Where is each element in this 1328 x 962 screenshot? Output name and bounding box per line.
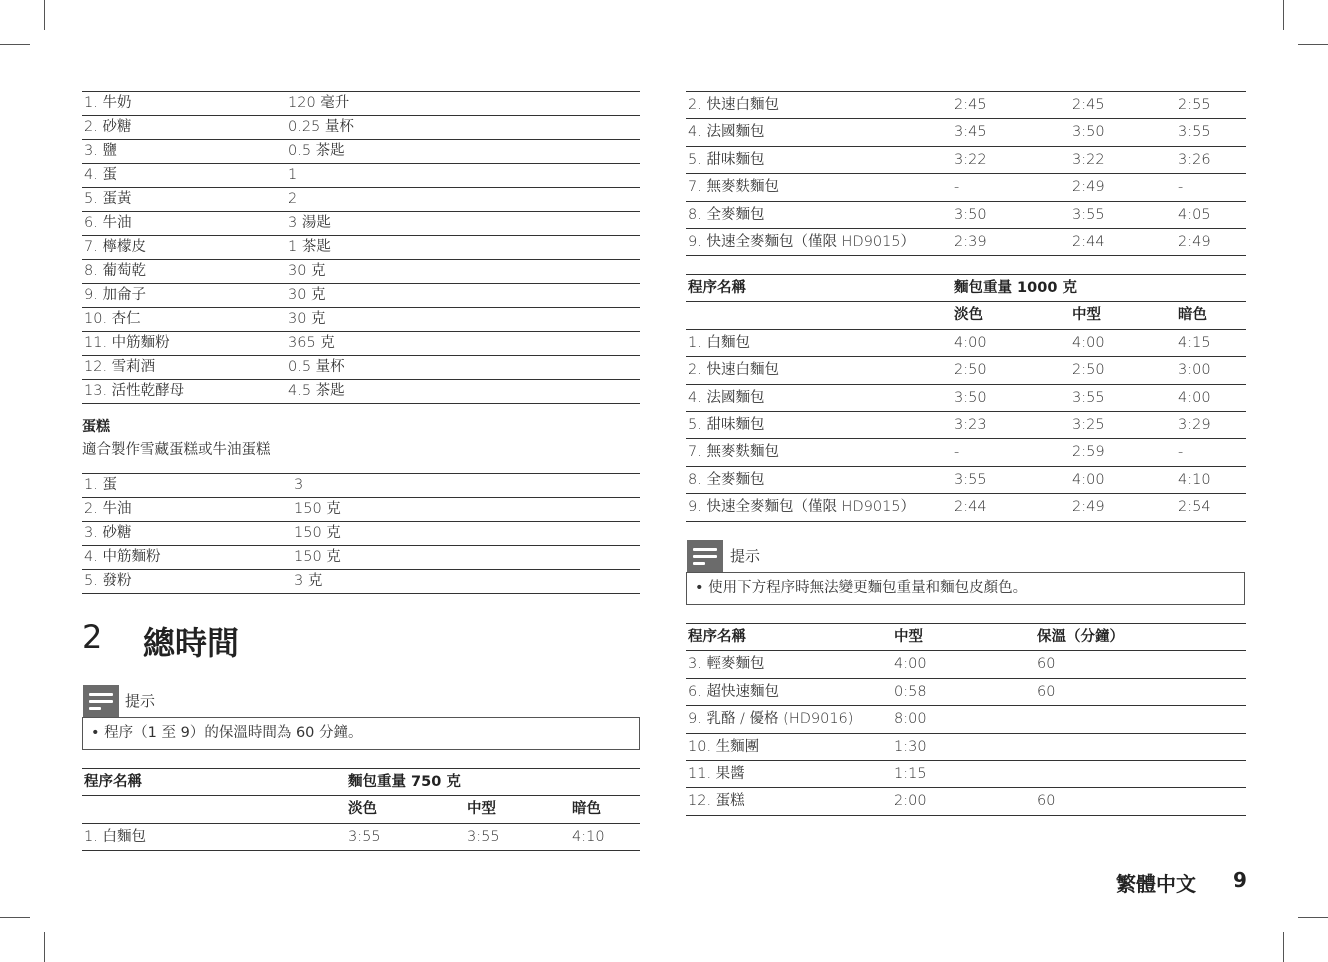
- time-medium: 8:00: [892, 706, 1035, 733]
- cake-table: [82, 473, 640, 594]
- table-row: [82, 236, 640, 260]
- time-dark: 2:55: [1176, 92, 1246, 119]
- crop-mark: [1298, 917, 1328, 918]
- crop-mark: [44, 0, 45, 30]
- header-light: 淡色: [952, 302, 1070, 329]
- table-row: [686, 201, 1246, 228]
- table-row: [82, 308, 640, 332]
- time-medium: 0:58: [892, 678, 1035, 705]
- ingredient-name: 2. 牛油: [82, 498, 292, 522]
- program-name: 7. 無麥麩麵包: [686, 439, 952, 466]
- ingredient-qty: 0.25 量杯: [286, 116, 640, 140]
- table-row: [686, 439, 1246, 466]
- crop-mark: [0, 917, 30, 918]
- time-medium: 3:55: [1070, 384, 1176, 411]
- keep-warm-minutes: 60: [1035, 678, 1246, 705]
- time-light: -: [952, 439, 1070, 466]
- table-row: [82, 92, 640, 116]
- ingredient-name: 9. 加侖子: [82, 284, 286, 308]
- time-medium: 3:25: [1070, 412, 1176, 439]
- time-dark: 2:49: [1176, 229, 1246, 256]
- time-light: 3:55: [952, 466, 1070, 493]
- ingredient-name: 1. 牛奶: [82, 92, 286, 116]
- note-icon: [687, 540, 723, 572]
- table-row: [82, 188, 640, 212]
- cake-section-subtitle: 適合製作雪藏蛋糕或牛油蛋糕: [82, 442, 271, 458]
- chapter-number: 2: [82, 618, 103, 656]
- header-weight: 麵包重量 1000 克: [952, 275, 1246, 302]
- table-1000g: [686, 274, 1246, 522]
- program-name: 5. 甜味麵包: [686, 146, 952, 173]
- header-program: 程序名稱: [686, 275, 952, 302]
- time-light: -: [952, 174, 1070, 201]
- table-row: [686, 466, 1246, 493]
- ingredient-qty: 365 克: [286, 332, 640, 356]
- time-light: 2:45: [952, 92, 1070, 119]
- ingredient-name: 10. 杏仁: [82, 308, 286, 332]
- note-label: 提示: [730, 547, 761, 565]
- page-number: 9: [1233, 868, 1247, 892]
- program-name: 5. 甜味麵包: [686, 412, 952, 439]
- ingredient-name: 2. 砂糖: [82, 116, 286, 140]
- program-name: 8. 全麥麵包: [686, 466, 952, 493]
- time-light: 3:23: [952, 412, 1070, 439]
- ingredient-qty: 0.5 量杯: [286, 356, 640, 380]
- table-subheader-row: [686, 302, 1246, 329]
- table-row: [686, 92, 1246, 119]
- crop-mark: [1283, 932, 1284, 962]
- note-box: • 程序（1 至 9）的保溫時間為 60 分鐘。: [82, 717, 640, 750]
- note-icon: [83, 685, 119, 717]
- table-750g: [82, 768, 640, 851]
- table-header-row: [686, 275, 1246, 302]
- time-medium: 2:59: [1070, 439, 1176, 466]
- program-name: 9. 乳酪 / 優格 (HD9016): [686, 706, 892, 733]
- program-name: 8. 全麥麵包: [686, 201, 952, 228]
- ingredient-name: 5. 蛋黃: [82, 188, 286, 212]
- time-dark: -: [1176, 174, 1246, 201]
- table-row: [82, 522, 640, 546]
- table-row: [686, 329, 1246, 356]
- note-label: 提示: [125, 692, 156, 710]
- program-name: 12. 蛋糕: [686, 788, 892, 815]
- table-row: [82, 498, 640, 522]
- time-dark: 4:10: [570, 823, 640, 850]
- table-row: [82, 284, 640, 308]
- header-dark: 暗色: [570, 796, 640, 823]
- ingredient-name: 11. 中筋麵粉: [82, 332, 286, 356]
- ingredient-qty: 150 克: [292, 498, 640, 522]
- time-light: 3:45: [952, 119, 1070, 146]
- table-row: [82, 356, 640, 380]
- header-keep-warm: 保溫（分鐘）: [1035, 624, 1246, 651]
- table-row: [686, 678, 1246, 705]
- time-medium: 2:50: [1070, 357, 1176, 384]
- ingredient-name: 1. 蛋: [82, 474, 292, 498]
- program-name: 10. 生麵團: [686, 733, 892, 760]
- table-row: [82, 164, 640, 188]
- time-dark: 4:00: [1176, 384, 1246, 411]
- time-dark: 3:29: [1176, 412, 1246, 439]
- time-light: 2:44: [952, 494, 1070, 521]
- ingredient-name: 4. 中筋麵粉: [82, 546, 292, 570]
- time-medium: 4:00: [1070, 329, 1176, 356]
- ingredient-qty: 150 克: [292, 522, 640, 546]
- program-name: 6. 超快速麵包: [686, 678, 892, 705]
- time-dark: 4:15: [1176, 329, 1246, 356]
- program-name: 4. 法國麵包: [686, 384, 952, 411]
- program-name: 2. 快速白麵包: [686, 92, 952, 119]
- ingredient-name: 13. 活性乾酵母: [82, 380, 286, 404]
- ingredient-qty: 30 克: [286, 260, 640, 284]
- ingredient-name: 6. 牛油: [82, 212, 286, 236]
- time-medium: 2:49: [1070, 174, 1176, 201]
- time-medium: 2:44: [1070, 229, 1176, 256]
- table-row: [686, 229, 1246, 256]
- crop-mark: [0, 44, 30, 45]
- ingredient-qty: 4.5 茶匙: [286, 380, 640, 404]
- ingredient-name: 5. 發粉: [82, 570, 292, 594]
- program-name: 3. 輕麥麵包: [686, 651, 892, 678]
- table-row: [686, 761, 1246, 788]
- time-dark: -: [1176, 439, 1246, 466]
- time-light: 3:55: [346, 823, 465, 850]
- ingredient-qty: 30 克: [286, 308, 640, 332]
- table-row: [686, 174, 1246, 201]
- table-row: [82, 570, 640, 594]
- header-medium: 中型: [892, 624, 1035, 651]
- ingredient-qty: 120 毫升: [286, 92, 640, 116]
- time-dark: 4:10: [1176, 466, 1246, 493]
- header-program: 程序名稱: [686, 624, 892, 651]
- ingredient-name: 3. 鹽: [82, 140, 286, 164]
- table-header-row: [686, 624, 1246, 651]
- cake-section-title: 蛋糕: [82, 419, 110, 435]
- time-light: 3:50: [952, 201, 1070, 228]
- program-name: 7. 無麥麩麵包: [686, 174, 952, 201]
- program-name: 1. 白麵包: [686, 329, 952, 356]
- time-medium: 2:45: [1070, 92, 1176, 119]
- table-header-row: [82, 769, 640, 796]
- table-row: [686, 412, 1246, 439]
- table-row: [82, 212, 640, 236]
- ingredient-qty: 30 克: [286, 284, 640, 308]
- table-other-programs: [686, 623, 1246, 816]
- table-row: [82, 260, 640, 284]
- table-row: [82, 116, 640, 140]
- time-dark: 3:55: [1176, 119, 1246, 146]
- time-light: 2:50: [952, 357, 1070, 384]
- ingredients-table: [82, 91, 640, 404]
- program-name: 11. 果醬: [686, 761, 892, 788]
- table-row: [686, 384, 1246, 411]
- table-row: [82, 546, 640, 570]
- program-name: 9. 快速全麥麵包（僅限 HD9015）: [686, 229, 952, 256]
- time-medium: 1:30: [892, 733, 1035, 760]
- time-medium: 1:15: [892, 761, 1035, 788]
- header-weight: 麵包重量 750 克: [346, 769, 640, 796]
- keep-warm-minutes: [1035, 706, 1246, 733]
- ingredient-qty: 0.5 茶匙: [286, 140, 640, 164]
- time-medium: 3:22: [1070, 146, 1176, 173]
- ingredient-name: 7. 檸檬皮: [82, 236, 286, 260]
- program-name: 1. 白麵包: [82, 823, 346, 850]
- program-name: 4. 法國麵包: [686, 119, 952, 146]
- header-medium: 中型: [465, 796, 570, 823]
- time-medium: 3:50: [1070, 119, 1176, 146]
- time-dark: 4:05: [1176, 201, 1246, 228]
- ingredient-qty: 150 克: [292, 546, 640, 570]
- header-dark: 暗色: [1176, 302, 1246, 329]
- time-medium: 3:55: [1070, 201, 1176, 228]
- program-name: 2. 快速白麵包: [686, 357, 952, 384]
- time-dark: 2:54: [1176, 494, 1246, 521]
- ingredient-name: 3. 砂糖: [82, 522, 292, 546]
- table-row: [686, 788, 1246, 815]
- ingredient-qty: 3 克: [292, 570, 640, 594]
- chapter-title: 總時間: [143, 624, 240, 662]
- table-row: [686, 146, 1246, 173]
- program-name: 9. 快速全麥麵包（僅限 HD9015）: [686, 494, 952, 521]
- crop-mark: [44, 932, 45, 962]
- note-box: • 使用下方程序時無法變更麵包重量和麵包皮顏色。: [686, 572, 1245, 605]
- time-medium: 4:00: [892, 651, 1035, 678]
- keep-warm-minutes: 60: [1035, 651, 1246, 678]
- ingredient-qty: 3: [292, 474, 640, 498]
- time-medium: 4:00: [1070, 466, 1176, 493]
- keep-warm-minutes: [1035, 733, 1246, 760]
- table-row: [82, 823, 640, 850]
- ingredient-qty: 1: [286, 164, 640, 188]
- table-row: [82, 474, 640, 498]
- time-light: 3:50: [952, 384, 1070, 411]
- crop-mark: [1283, 0, 1284, 30]
- time-medium: 2:49: [1070, 494, 1176, 521]
- table-row: [82, 332, 640, 356]
- time-light: 3:22: [952, 146, 1070, 173]
- ingredient-name: 4. 蛋: [82, 164, 286, 188]
- table-row: [82, 380, 640, 404]
- ingredient-qty: 2: [286, 188, 640, 212]
- table-row: [686, 733, 1246, 760]
- time-light: 4:00: [952, 329, 1070, 356]
- keep-warm-minutes: [1035, 761, 1246, 788]
- header-program: 程序名稱: [82, 769, 346, 796]
- table-row: [686, 119, 1246, 146]
- table-row: [686, 706, 1246, 733]
- keep-warm-minutes: 60: [1035, 788, 1246, 815]
- ingredient-name: 8. 葡萄乾: [82, 260, 286, 284]
- table-750g-continued: [686, 91, 1246, 256]
- table-row: [686, 357, 1246, 384]
- ingredient-qty: 3 湯匙: [286, 212, 640, 236]
- header-medium: 中型: [1070, 302, 1176, 329]
- table-subheader-row: [82, 796, 640, 823]
- time-light: 2:39: [952, 229, 1070, 256]
- crop-mark: [1298, 44, 1328, 45]
- time-dark: 3:26: [1176, 146, 1246, 173]
- ingredient-name: 12. 雪莉酒: [82, 356, 286, 380]
- time-medium: 2:00: [892, 788, 1035, 815]
- header-light: 淡色: [346, 796, 465, 823]
- time-dark: 3:00: [1176, 357, 1246, 384]
- footer-language: 繁體中文: [1116, 872, 1196, 896]
- table-row: [82, 140, 640, 164]
- time-medium: 3:55: [465, 823, 570, 850]
- table-row: [686, 494, 1246, 521]
- ingredient-qty: 1 茶匙: [286, 236, 640, 260]
- table-row: [686, 651, 1246, 678]
